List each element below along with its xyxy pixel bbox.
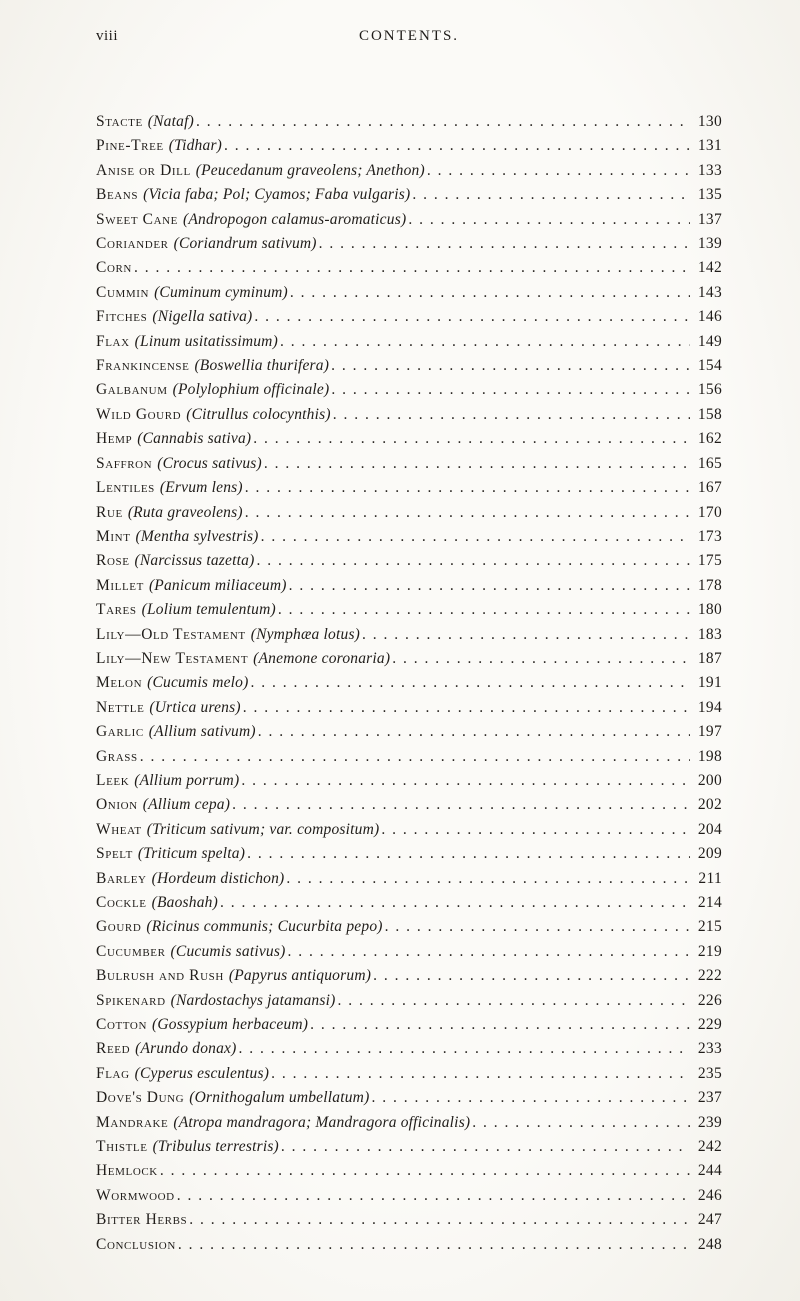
toc-entry <box>96 915 722 939</box>
toc-entry <box>96 232 722 256</box>
entry-page-number: 180 <box>697 601 722 619</box>
entry-name: Pine-Tree <box>96 137 164 155</box>
entry-page-number: 146 <box>697 308 722 326</box>
entry-latin: (Anemone coronaria) <box>253 649 391 667</box>
entry-name: Millet <box>96 576 144 594</box>
entry-name: Gourd <box>96 918 142 936</box>
entry-name: Flag <box>96 1064 130 1082</box>
entry-latin: (Narcissus tazetta) <box>134 552 255 570</box>
page-heading: CONTENTS. <box>358 28 460 44</box>
toc-entry <box>96 159 722 183</box>
entry-latin: (Ervum lens) <box>159 479 243 497</box>
toc-entry <box>96 574 722 598</box>
entry-latin: (Nymphæa lotus) <box>250 625 361 643</box>
dot-leader <box>224 134 690 158</box>
dot-leader <box>140 745 690 769</box>
entry-latin: (Citrullus colocynthis) <box>186 405 331 423</box>
entry-page-number: 158 <box>697 405 722 423</box>
entry-latin: (Urtica urens) <box>149 698 241 716</box>
entry-name: Grass <box>96 747 138 765</box>
toc-entry <box>96 354 722 378</box>
toc-entry <box>96 1111 722 1135</box>
entry-latin: (Crocus sativus) <box>157 454 262 472</box>
entry-name: Garlic <box>96 723 144 741</box>
entry-name: Wild Gourd <box>96 405 182 423</box>
entry-page-number: 222 <box>697 967 722 985</box>
toc-entry <box>96 330 722 354</box>
entry-page-number: 247 <box>697 1211 722 1229</box>
entry-name: Galbanum <box>96 381 168 399</box>
toc-entry <box>96 696 722 720</box>
entry-name: Fitches <box>96 308 148 326</box>
toc-entry <box>96 208 722 232</box>
entry-page-number: 202 <box>697 796 722 814</box>
toc-entry <box>96 183 722 207</box>
entry-name: Cotton <box>96 1016 148 1034</box>
toc-entry <box>96 549 722 573</box>
dot-leader <box>251 671 691 695</box>
toc-entry <box>96 476 722 500</box>
toc-entry <box>96 1086 722 1110</box>
entry-name: Bulrush and Rush <box>96 967 224 985</box>
entry-name: Mandrake <box>96 1113 169 1131</box>
entry-latin: (Nataf) <box>147 113 194 130</box>
dot-leader <box>247 842 690 866</box>
entry-name: Saffron <box>96 454 153 472</box>
entry-latin: (Ricinus communis; Cucurbita pepo) <box>146 918 383 936</box>
entry-name: Lentiles <box>96 479 155 497</box>
entry-page-number: 149 <box>697 332 722 350</box>
dot-leader <box>232 793 690 817</box>
entry-page-number: 133 <box>697 161 722 179</box>
entry-page-number: 191 <box>697 674 722 692</box>
entry-latin: (Andropogon calamus-aromaticus) <box>182 210 407 228</box>
dot-leader <box>177 1184 690 1208</box>
entry-name: Onion <box>96 796 138 814</box>
entry-latin: (Cucumis sativus) <box>170 942 286 960</box>
entry-latin: (Allium porrum) <box>134 771 240 789</box>
entry-name: Rue <box>96 503 123 521</box>
entry-page-number: 135 <box>697 186 722 204</box>
entry-page-number: 154 <box>697 357 722 375</box>
dot-leader <box>319 232 690 256</box>
entry-latin: (Lolium temulentum) <box>141 601 276 619</box>
entry-name: Conclusion <box>96 1235 176 1253</box>
entry-latin: (Boswellia thurifera) <box>194 357 330 375</box>
entry-latin: (Cucumis melo) <box>147 674 249 692</box>
entry-name: Dove's Dung <box>96 1089 185 1107</box>
entry-page-number: 139 <box>697 235 722 253</box>
dot-leader <box>243 696 690 720</box>
toc-entry <box>96 647 722 671</box>
toc-entry <box>96 1159 722 1183</box>
entry-page-number: 235 <box>697 1064 722 1082</box>
toc-entry <box>96 256 722 280</box>
entry-latin: (Cannabis sativa) <box>137 430 252 448</box>
entry-name: Nettle <box>96 698 145 716</box>
entry-latin: (Tribulus terrestris) <box>152 1138 279 1156</box>
dot-leader <box>178 1233 690 1257</box>
entry-latin: (Triticum spelta) <box>137 845 246 863</box>
entry-page-number: 242 <box>697 1138 722 1156</box>
toc-entry <box>96 427 722 451</box>
toc-entry <box>96 305 722 329</box>
entry-latin: (Allium sativum) <box>148 723 256 741</box>
entry-page-number: 198 <box>697 747 722 765</box>
entry-page-number: 175 <box>697 552 722 570</box>
toc-entry <box>96 623 722 647</box>
toc-entry <box>96 1208 722 1232</box>
entry-page-number: 173 <box>697 527 722 545</box>
entry-latin: (Tidhar) <box>168 137 223 155</box>
toc-entry <box>96 720 722 744</box>
entry-name: Lily—New Testament <box>96 649 249 667</box>
entry-page-number: 226 <box>697 991 722 1009</box>
dot-leader <box>241 769 690 793</box>
toc-entry <box>96 867 722 891</box>
dot-leader <box>427 159 690 183</box>
entry-page-number: 167 <box>697 479 722 497</box>
dot-leader <box>253 427 690 451</box>
toc-entry <box>96 842 722 866</box>
dot-leader <box>189 1208 690 1232</box>
toc-entry <box>96 1233 722 1257</box>
entry-name: Cummin <box>96 283 150 301</box>
toc-entry <box>96 110 722 134</box>
entry-name: Hemp <box>96 430 133 448</box>
entry-page-number: 131 <box>697 137 722 155</box>
entry-page-number: 248 <box>697 1235 722 1253</box>
toc-entry <box>96 378 722 402</box>
entry-latin: (Arundo donax) <box>135 1040 237 1058</box>
entry-page-number: 197 <box>697 723 722 741</box>
entry-page-number: 209 <box>697 845 722 863</box>
dot-leader <box>245 476 690 500</box>
entry-latin: (Peucedanum graveolens; Anethon) <box>195 161 425 179</box>
entry-name: Melon <box>96 674 143 692</box>
toc-entry <box>96 671 722 695</box>
entry-page-number: 214 <box>697 894 722 911</box>
entry-latin: (Baoshah) <box>151 894 218 911</box>
entry-name: Barley <box>96 869 147 887</box>
entry-latin: (Atropa mandragora; Mandragora officinalis) <box>173 1113 471 1131</box>
dot-leader <box>392 647 690 671</box>
toc-entry <box>96 769 722 793</box>
dot-leader <box>245 501 690 525</box>
dot-leader <box>385 915 690 939</box>
dot-leader <box>160 1159 690 1183</box>
entry-page-number: 219 <box>697 942 722 960</box>
toc-entry <box>96 452 722 476</box>
entry-latin: (Ruta graveolens) <box>127 503 243 521</box>
toc-entry <box>96 1184 722 1208</box>
entry-latin: (Hordeum distichon) <box>151 869 285 887</box>
toc-entry <box>96 598 722 622</box>
dot-leader <box>256 549 690 573</box>
toc-entry <box>96 964 722 988</box>
dot-leader <box>196 110 690 134</box>
dot-leader <box>254 305 690 329</box>
entry-page-number: 233 <box>697 1040 722 1058</box>
entry-name: Spelt <box>96 845 133 863</box>
entry-name: Hemlock <box>96 1162 158 1180</box>
entry-page-number: 162 <box>697 430 722 448</box>
dot-leader <box>331 354 690 378</box>
toc-entry <box>96 1135 722 1159</box>
entry-latin: (Cuminum cyminum) <box>154 283 288 301</box>
entry-page-number: 156 <box>697 381 722 399</box>
entry-name: Rose <box>96 552 130 570</box>
entry-page-number: 194 <box>697 698 722 716</box>
entry-page-number: 165 <box>697 454 722 472</box>
page-header <box>96 28 722 50</box>
toc-entry <box>96 793 722 817</box>
toc-entry <box>96 818 722 842</box>
toc-entry <box>96 1062 722 1086</box>
toc-entry <box>96 525 722 549</box>
entry-name: Flax <box>96 332 130 350</box>
entry-page-number: 200 <box>697 771 722 789</box>
dot-leader <box>239 1037 690 1061</box>
toc-entry <box>96 403 722 427</box>
toc-entry <box>96 1013 722 1037</box>
toc-entry <box>96 745 722 769</box>
entry-name: Wormwood <box>96 1186 175 1204</box>
dot-leader <box>371 1086 690 1110</box>
entry-latin: (Linum usitatissimum) <box>134 332 278 350</box>
dot-leader <box>337 989 690 1013</box>
entry-page-number: 137 <box>697 210 722 228</box>
toc-entry <box>96 501 722 525</box>
dot-leader <box>271 1062 690 1086</box>
dot-leader <box>280 330 690 354</box>
entry-page-number: 239 <box>697 1113 722 1131</box>
toc-entry <box>96 134 722 158</box>
entry-latin: (Ornithogalum umbellatum) <box>189 1089 370 1107</box>
entry-name: Spikenard <box>96 991 166 1009</box>
entry-latin: (Triticum sativum; var. compositum) <box>146 820 380 838</box>
entry-name: Reed <box>96 1040 131 1058</box>
entry-page-number: 244 <box>697 1162 722 1180</box>
entry-page-number: 142 <box>697 259 722 277</box>
toc-list <box>96 110 722 1257</box>
toc-entry <box>96 989 722 1013</box>
toc-entry <box>96 1037 722 1061</box>
dot-leader <box>281 1135 690 1159</box>
entry-page-number: 130 <box>697 113 722 130</box>
entry-name: Thistle <box>96 1138 148 1156</box>
dot-leader <box>261 525 690 549</box>
toc-entry <box>96 281 722 305</box>
dot-leader <box>373 964 690 988</box>
entry-name: Stacte <box>96 113 143 130</box>
dot-leader <box>278 598 690 622</box>
entry-latin: (Allium cepa) <box>142 796 231 814</box>
dot-leader <box>333 403 690 427</box>
entry-latin: (Mentha sylvestris) <box>135 527 259 545</box>
entry-name: Frankincense <box>96 357 190 375</box>
dot-leader <box>134 256 690 280</box>
dot-leader <box>289 574 690 598</box>
entry-name: Leek <box>96 771 130 789</box>
entry-latin: (Gossypium herbaceum) <box>152 1016 309 1034</box>
entry-latin: (Coriandrum sativum) <box>173 235 317 253</box>
entry-name: Wheat <box>96 820 142 838</box>
entry-latin: (Vicia faba; Pol; Cyamos; Faba vulgaris) <box>143 186 411 204</box>
toc-entry <box>96 940 722 964</box>
dot-leader <box>331 378 690 402</box>
dot-leader <box>310 1013 690 1037</box>
entry-page-number: 229 <box>697 1016 722 1034</box>
entry-name: Bitter Herbs <box>96 1211 188 1229</box>
dot-leader <box>258 720 690 744</box>
entry-name: Tares <box>96 601 137 619</box>
entry-page-number: 170 <box>697 503 722 521</box>
entry-page-number: 187 <box>697 649 722 667</box>
entry-name: Anise or Dill <box>96 161 191 179</box>
dot-leader <box>264 452 690 476</box>
entry-name: Mint <box>96 527 131 545</box>
entry-latin: (Nigella sativa) <box>152 308 253 326</box>
dot-leader <box>287 940 690 964</box>
entry-latin: (Cyperus esculentus) <box>134 1064 270 1082</box>
dot-leader <box>381 818 690 842</box>
entry-name: Corn <box>96 259 132 277</box>
dot-leader <box>362 623 690 647</box>
entry-name: Cockle <box>96 894 147 911</box>
dot-leader <box>286 867 690 891</box>
entry-page-number: 215 <box>697 918 722 936</box>
entry-page-number: 143 <box>697 283 722 301</box>
entry-name: Lily—Old Testament <box>96 625 246 643</box>
entry-page-number: 246 <box>697 1186 722 1204</box>
entry-latin: (Nardostachys jatamansi) <box>170 991 336 1009</box>
dot-leader <box>220 891 690 915</box>
entry-name: Beans <box>96 186 139 204</box>
entry-name: Cucumber <box>96 942 166 960</box>
entry-latin: (Papyrus antiquorum) <box>228 967 372 985</box>
entry-page-number: 178 <box>697 576 722 594</box>
entry-page-number: 204 <box>697 820 722 838</box>
toc-entry <box>96 891 722 915</box>
dot-leader <box>412 183 690 207</box>
entry-page-number: 237 <box>697 1089 722 1107</box>
dot-leader <box>408 208 690 232</box>
page-folio: viii <box>96 28 119 44</box>
entry-name: Coriander <box>96 235 169 253</box>
dot-leader <box>472 1111 690 1135</box>
dot-leader <box>290 281 690 305</box>
entry-name: Sweet Cane <box>96 210 178 228</box>
entry-latin: (Panicum miliaceum) <box>148 576 287 594</box>
entry-page-number: 183 <box>697 625 722 643</box>
entry-page-number: 211 <box>698 869 722 887</box>
entry-latin: (Polylophium officinale) <box>172 381 330 399</box>
